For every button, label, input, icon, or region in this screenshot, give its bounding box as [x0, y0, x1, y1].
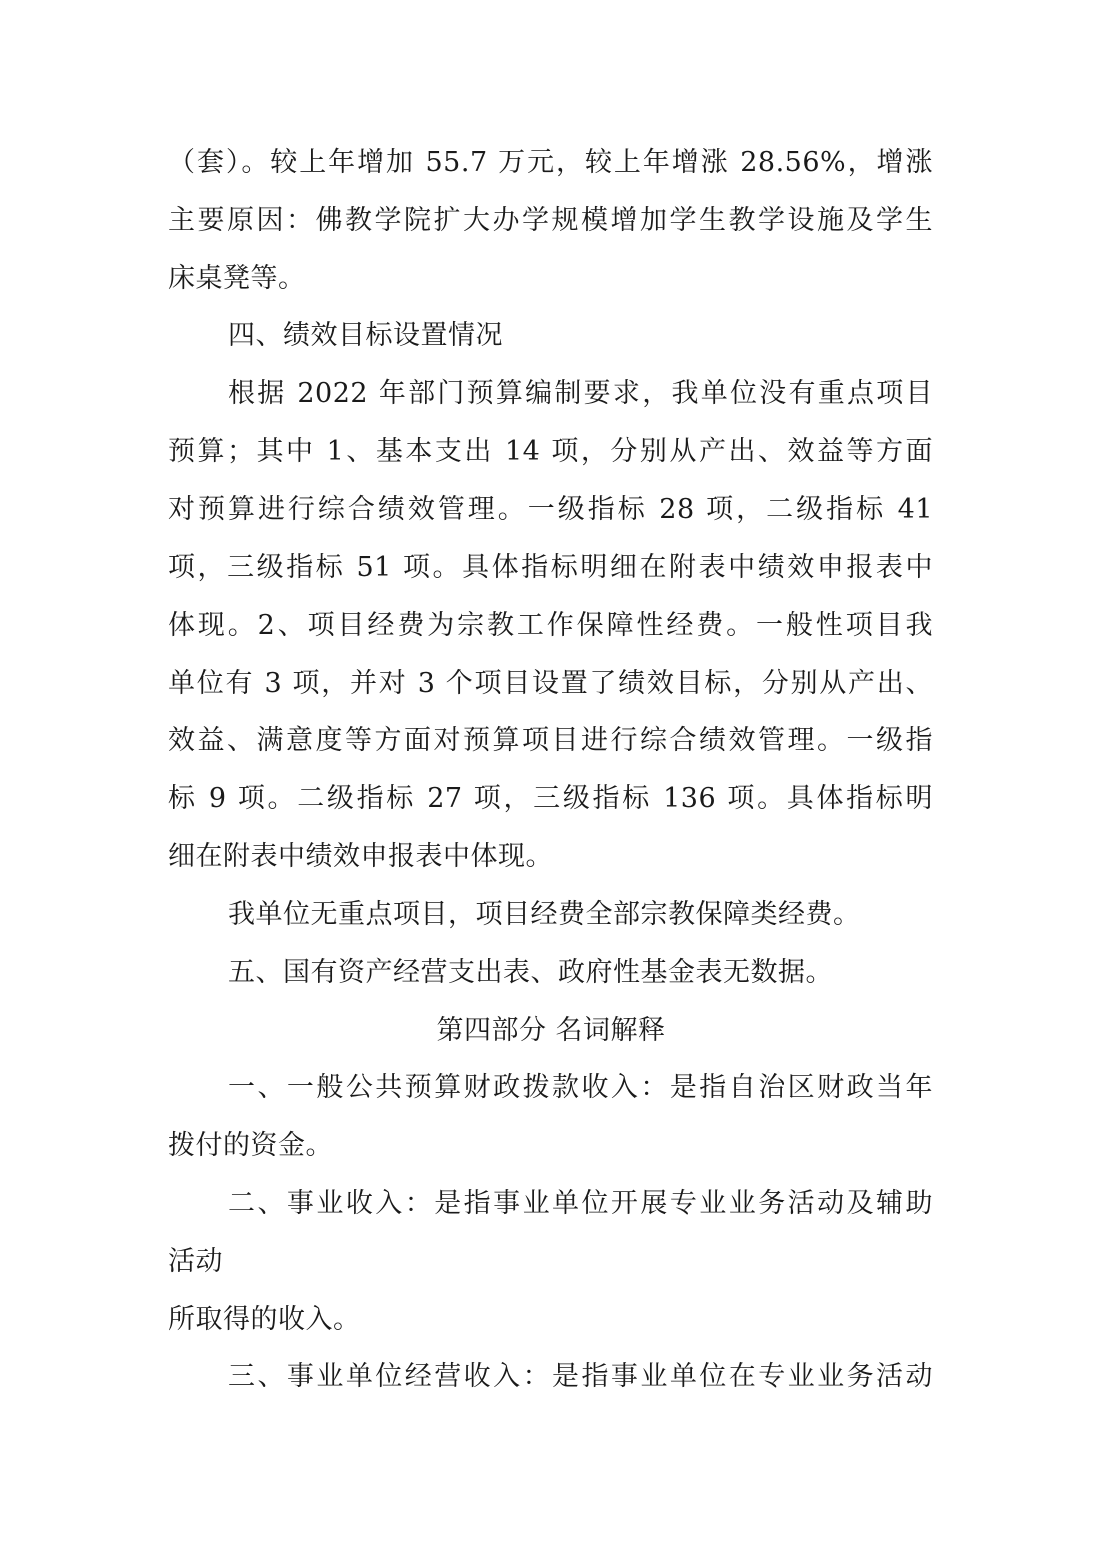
text-line: 根据 2022 年部门预算编制要求，我单位没有重点项目	[228, 378, 933, 409]
text-line: 二、事业收入：是指事业单位开展专业业务活动及辅助	[228, 1188, 933, 1219]
text-line: 床桌凳等。	[168, 263, 306, 294]
text-line: 一、一般公共预算财政拨款收入：是指自治区财政当年	[228, 1072, 933, 1103]
text-line: 活动	[168, 1246, 223, 1277]
text-line: 主要原因：佛教学院扩大办学规模增加学生教学设施及学生	[168, 205, 933, 236]
text-line: 对预算进行综合绩效管理。一级指标 28 项，二级指标 41	[168, 494, 933, 525]
text-line: 单位有 3 项，并对 3 个项目设置了绩效目标，分别从产出、	[168, 668, 933, 699]
text-line: 预算；其中 1、基本支出 14 项，分别从产出、效益等方面	[168, 436, 933, 467]
text-line: 我单位无重点项目，项目经费全部宗教保障类经费。	[228, 899, 861, 930]
text-line: 三、事业单位经营收入：是指事业单位在专业业务活动	[228, 1361, 933, 1392]
text-line: 项，三级指标 51 项。具体指标明细在附表中绩效申报表中	[168, 552, 933, 583]
text-line: 体现。2、项目经费为宗教工作保障性经费。一般性项目我	[168, 610, 933, 641]
section-heading-4: 四、绩效目标设置情况	[228, 320, 503, 351]
text-line: 标 9 项。二级指标 27 项，三级指标 136 项。具体指标明	[168, 783, 933, 814]
text-line: 拨付的资金。	[168, 1130, 333, 1161]
text-line: （套）。较上年增加 55.7 万元，较上年增涨 28.56%，增涨	[168, 147, 933, 178]
text-line: 效益、满意度等方面对预算项目进行综合绩效管理。一级指	[168, 725, 933, 756]
part-title: 第四部分 名词解释	[436, 1015, 666, 1046]
text-line: 细在附表中绩效申报表中体现。	[168, 841, 553, 872]
section-heading-5: 五、国有资产经营支出表、政府性基金表无数据。	[228, 957, 833, 988]
text-line: 所取得的收入。	[168, 1304, 361, 1335]
